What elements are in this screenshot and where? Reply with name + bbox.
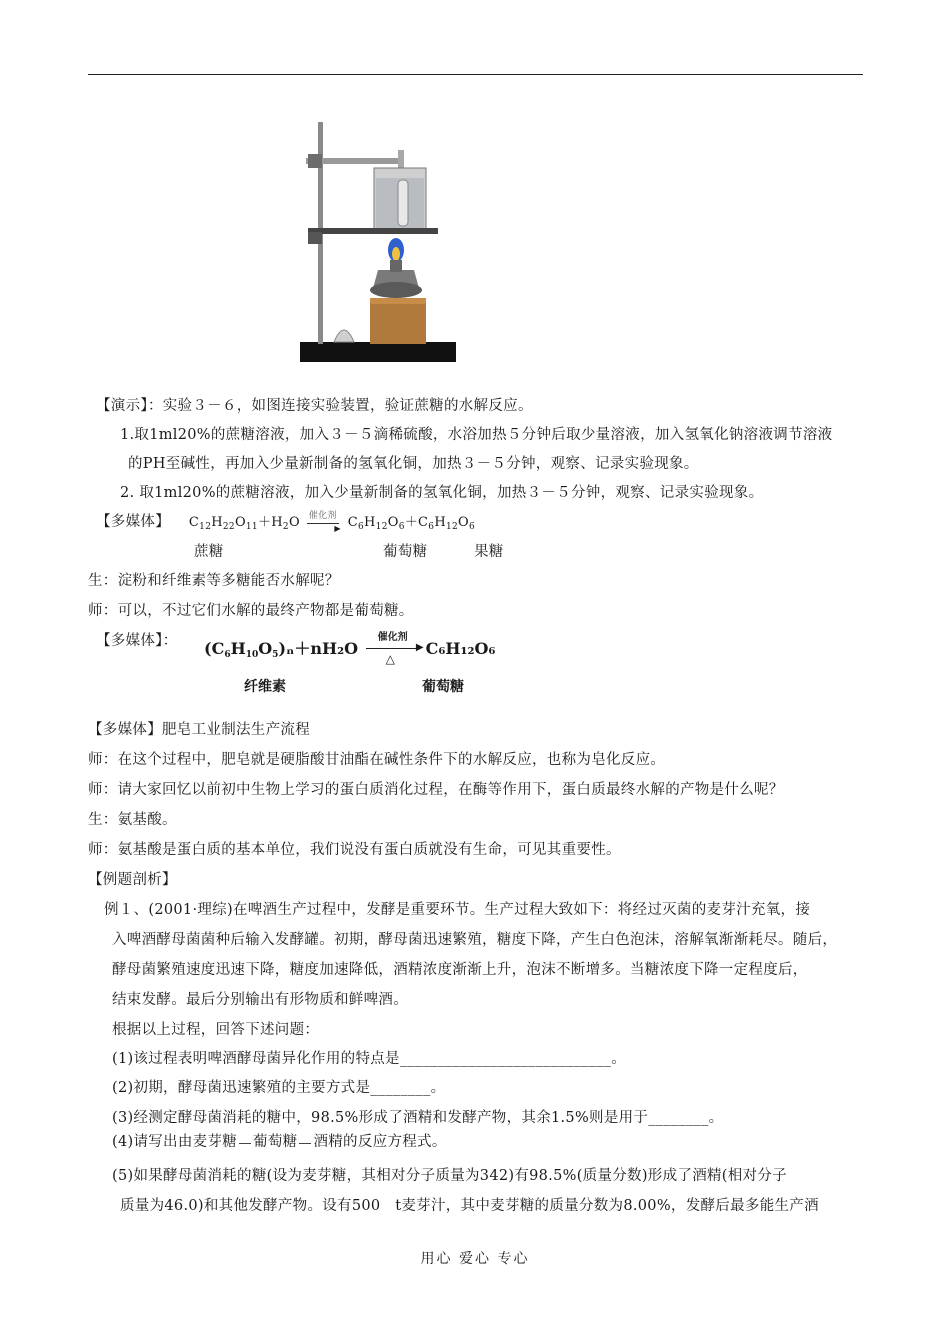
media3-line [88,720,310,740]
arrow-icon [239,1133,251,1144]
demo-step1-line1: 1.取1ml20%的蔗糖溶液，加入３－５滴稀硫酸，水浴加热５分钟后取少量溶液，加入氢氧化钠溶液调节溶液 [120,427,833,443]
question-2: (2)初期，酵母菌迅速繁殖的主要方式是________。 [112,1080,446,1096]
demo-step2: 2. 取1ml20%的蔗糖溶液，加入少量新制备的氢氧化铜，加热３－５分钟，观察、记录实验现象。 [120,485,764,501]
question-4: (4)请写出由麦芽糖 葡萄糖 酒精的反应方程式。 [112,1134,447,1150]
media3-text: 肥皂工业制法生产流程 [162,722,310,738]
dialog-line-4: 师：氨基酸是蛋白质的基本单位，我们说没有蛋白质就没有生命，可见其重要性。 [88,842,621,858]
demo-heading [96,396,533,416]
arrow-icon [299,1133,311,1144]
dialog-line-2: 师：请大家回忆以前初中生物上学习的蛋白质消化过程，在酶等作用下，蛋白质最终水解的产物是什么呢？ [88,782,784,798]
products-formula: $C_6H_{12}O_6+C_6H_{12}O_6$ [347,515,476,532]
name-sucrose: 蔗糖 [194,544,224,560]
media2-label: 【多媒体】： [96,633,178,649]
demo-step1-line2: 的PH至碱性，再加入少量新制备的氢氧化铜，加热３－５分钟，观察、记录实验现象。 [128,456,699,472]
dialog-line-3: 生：氨基酸。 [88,812,177,828]
example-para-4: 结束发酵。最后分别输出有形物质和鲜啤酒。 [112,992,408,1008]
question-5-line2: 质量为46.0)和其他发酵产物。设有500 t麦芽汁，其中麦芽糖的质量分数为8.00%，发酵后最多能生产酒 [120,1198,819,1214]
name-glucose: 葡萄糖 [383,544,428,560]
name-fructose: 果糖 [474,544,504,560]
student-question: 生：淀粉和纤维素等多糖能否水解呢？ [88,573,340,589]
name-glucose-2: 葡萄糖 [422,679,464,695]
cellulose-arrow: 催化剂 ▶ △ [366,640,424,654]
header-rule [88,74,863,75]
cellulose-equation [204,632,504,696]
example-para-5: 根据以上过程，回答下述问题： [112,1022,320,1038]
media3-label: 【多媒体】 [88,722,162,738]
example-header: 【例题剖析】 [88,872,177,888]
question-5-line1: (5)如果酵母菌消耗的糖(设为麦芽糖，其相对分子质量为342)有98.5%(质量分数)形成了酒精(相对分子 [112,1168,787,1184]
name-cellulose: 纤维素 [244,679,286,695]
teacher-answer: 师：可以，不过它们水解的最终产物都是葡萄糖。 [88,603,414,619]
example-para-1: 例１、(2001·理综)在啤酒生产过程中，发酵是重要环节。生产过程大致如下：将经过灭菌的麦芽汁充氧，接 [104,902,811,918]
lab-apparatus-figure [298,120,458,364]
media1-equation [96,512,475,537]
media1-label: 【多媒体】 [96,514,170,530]
question-1: (1)该过程表明啤酒酵母菌异化作用的特点是____________________________。 [112,1051,627,1067]
question-3: (3)经测定酵母菌消耗的糖中，98.5%形成了酒精和发酵产物，其余1.5%则是用于________。 [112,1110,724,1126]
cellulose-formula: $(C_6H_{10}O_5)_n+nH_2O$ 催化剂 ▶ △ C₆H₁₂O₆ [204,632,496,666]
example-para-2: 入啤酒酵母菌菌种后输入发酵罐。初期，酵母菌迅速繁殖，糖度下降，产生白色泡沫，溶解氧渐渐耗尽。随后， [112,932,838,948]
example-para-3: 酵母菌繁殖速度迅速下降，糖度加速降低，酒精浓度渐渐上升，泡沫不断增多。当糖浓度下降一定程度后， [112,962,808,978]
page-footer: 用心 爱心 专心 [420,1251,530,1267]
dialog-line-1: 师：在这个过程中，肥皂就是硬脂酸甘油酯在碱性条件下的水解反应，也称为皂化反应。 [88,752,666,768]
demo-text: ：实验３－６，如图连接实验装置，验证蔗糖的水解反应。 [147,398,533,414]
demo-label: 【演示】 [96,398,148,414]
sucrose-formula: $C_{12}H_{22}O_{11}+H_2O$ [188,515,300,532]
reaction-arrow: 催化剂 ▶ [308,511,341,533]
